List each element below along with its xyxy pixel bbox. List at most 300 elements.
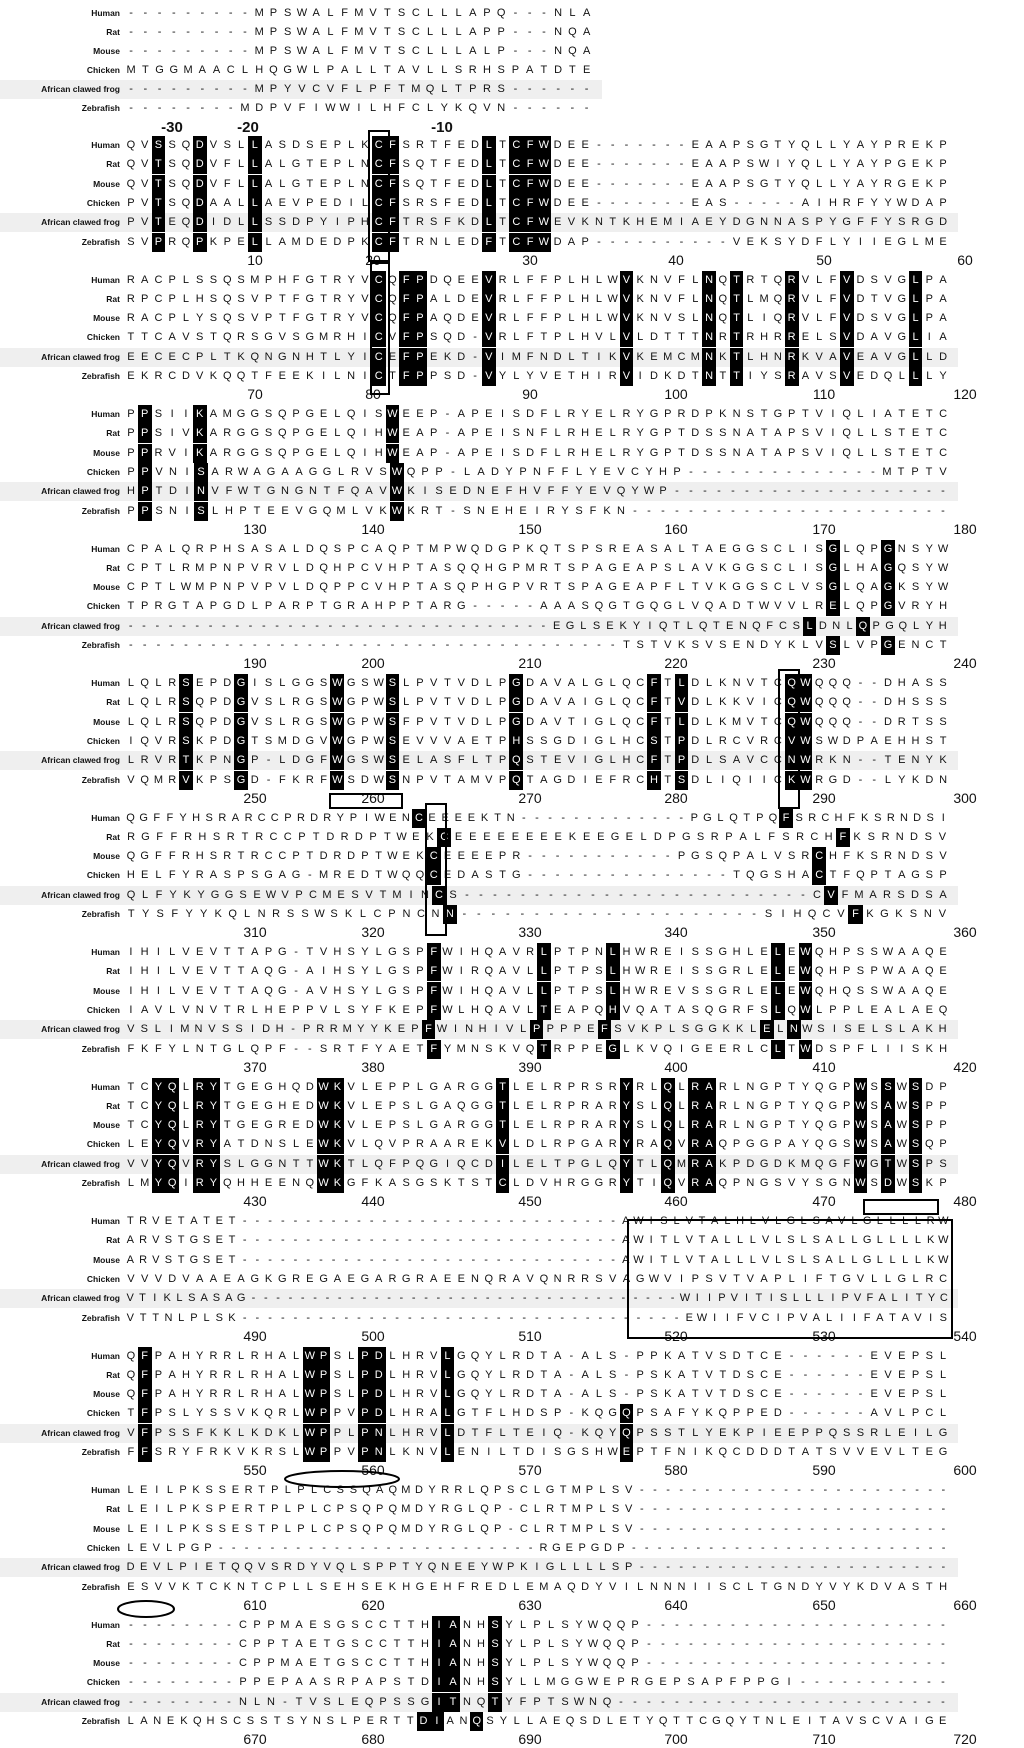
species-label: Mouse — [93, 46, 120, 56]
ruler-tick: 320 — [361, 924, 385, 941]
species-label: Zebrafish — [81, 505, 120, 516]
ruler-tick: 630 — [518, 1596, 542, 1613]
species-label: Zebrafish — [81, 103, 120, 113]
alignment-row — [0, 674, 958, 693]
ruler-tick: 590 — [812, 1462, 836, 1479]
species-label: Human — [91, 8, 120, 18]
alignment-row — [0, 771, 958, 790]
alignment-row — [0, 155, 958, 174]
alignment-row — [0, 444, 958, 463]
alignment-row — [0, 194, 958, 213]
sequence: L A N E K Q H S C S S T S Y N S L P E R T T D I A N Q S Y L L A E Q S D L E T Y Q T T C G Q Y T N L E I T A V S C V A I G E — [124, 1712, 950, 1731]
alignment-row — [0, 1040, 958, 1059]
alignment-row — [0, 1212, 958, 1231]
alignment-row — [0, 1020, 958, 1039]
sequence: P P R V I K A R G G S Q P G E L Q I H W E A P - A P E I S D F L R H E L R Y G P T D S S N A T A P S V I Q L L S T E T C — [124, 444, 950, 463]
alignment-row — [0, 1578, 958, 1597]
alignment-row — [0, 502, 958, 521]
ruler-tick: 670 — [243, 1731, 267, 1748]
sequence: H E L F Y R A S P S G A G - M R E D T W Q Q C E D A S T G - - - - - - - - - - - - - - - T Q G S H A C T F Q P T A G S P — [124, 866, 950, 885]
alignment-row — [0, 1174, 958, 1193]
position-ruler — [0, 1327, 1024, 1345]
alignment-row — [0, 905, 958, 924]
ruler-tick: 410 — [812, 1058, 836, 1075]
species-label: Rat — [106, 27, 120, 37]
sequence: I A V L V N V T R L H E P P V L S Y F K E P F W L H Q A V L T E A P Q H V Q A T A S Q G R F S L Q W L P P L E A L A E Q — [124, 1001, 950, 1020]
ruler-tick: 50 — [816, 251, 832, 268]
sequence: T F P S L Y S S V K Q R L W P P V P D L H R A L G T F L H D S P - K Q G Q P S A F Y K Q P P E D - - - - - - A V L P C L — [124, 1404, 950, 1423]
sequence: F K F Y L N T G L Q P F - - S R T F Y A E T F Y M N S K V Q T R P P E G L K V Q I G E E R L C L T W D S P F L I I S K H — [124, 1040, 950, 1059]
sequence: V Q M R V K P S G D - F K R F W S D W S N P V T A M V P Q T A G D I E F R C H T S D L I Q I I C K W R G D - - L Y K D N — [124, 771, 950, 790]
sequence: C P T L W M P N P V P V L D Q P P C V H P T A S Q P H G P V R T S P A G E A P F L T V K G G S C L V S G L Q A G K S Y W — [124, 578, 950, 597]
sequence: I H I L V E V T T A Q G - A I H S Y L G S P F W I R Q A V L L P T P S L H W R E I S S G R L E L E W Q H P S P W A A Q E — [124, 962, 950, 981]
sequence: V V V D V A A E A G K G R E G A E G A R G R A E E N Q R A V Q N R R S V A G W V I P S V T V A P L I F T G V L L G L R C — [127, 1272, 948, 1285]
sequence: I H I L V E V T T A P G - T V H S Y L G S P F W I H Q A V R L P T P N L H W R E I S S G H L E L E W Q H P S S W A A Q E — [124, 943, 950, 962]
species-label: Mouse — [93, 716, 120, 727]
sequence: S V P R Q P K P E L L A M D E D P K C F T R N L E D F T C F W D A P - - - - - - - - - - V E K S Y D F L Y I I E G L M E — [124, 233, 950, 252]
species-label: Rat — [106, 159, 120, 170]
species-label: African clawed frog — [41, 84, 120, 94]
alignment-row — [0, 1366, 958, 1385]
sequence: F F S R Y F R K V K R S L W P P V P N L K N V L E N I L T D I S G S H W E P T F N I K Q C D D D T A T S V V E V L T E G — [124, 1443, 950, 1462]
ruler-tick: 580 — [664, 1462, 688, 1479]
sequence: L E I L P K S S E R T P L P L C S S Q A Q M D Y R R L Q P S C L G T M P L S V - - - - - - - - - - - - - - - - - - - - - - - - — [127, 1484, 946, 1496]
species-label: Human — [91, 1216, 120, 1226]
sequence: P P S I V K A R G G S Q P G E L Q I H W E A P - A P E I S N F L R H E L R Y G P T D S S N A T A P S V I Q L L S T E T C — [124, 424, 950, 443]
ruler-tick: 190 — [243, 655, 267, 672]
sequence: P V T S Q D A A L L A E V P E D I L C F S R S F E D L T C F W D E E - - - - - - - E A S - - - - - A I H R F Y Y W D A P — [124, 194, 950, 213]
sequence: T R V E T A T E T - - - - - - - - - - - - - - - - - - - - - - - - - - - - - - A W I S L V T A L H L V L G L S A V L G L L L L R W — [126, 1215, 949, 1227]
ruler-tick: 510 — [518, 1327, 542, 1344]
sequence: - - - - - - - - - - - - - - - - - - - - - - - - - - - - - - - - E G L S E K Y I Q T L Q T E N Q F C S L D N L Q P G Q L Y H — [124, 617, 950, 636]
alignment-row — [0, 1424, 958, 1443]
sequence: - - - - - - - - P P E P A A S R P A P S T D I A N H S Y L L M G G W E P R G E P S A P F P P G I - - - - - - - - - - - — [124, 1673, 950, 1692]
species-label: Chicken — [86, 1273, 120, 1284]
species-label: Mouse — [93, 1389, 120, 1400]
ruler-tick: 570 — [518, 1462, 542, 1479]
sequence: P P S I I K A M G G S Q P G E L Q I S W E E P - A P E I S D F L R Y E L R Y G P R D P K N S T G P T V I Q L I A T E T C — [124, 405, 950, 424]
species-label: Mouse — [93, 1254, 120, 1265]
alignment-row — [0, 482, 958, 501]
sequence: R A C P L S S Q S M P H F G T R Y V C Q F P D Q E E V R L F F P L H L W V K N V F L N Q T R T Q R V L F V D S V G L P A — [124, 271, 950, 290]
sequence: A R V S T G S E T - - - - - - - - - - - - - - - - - - - - - - - - - - - - - - A W I T L V T A L L L V L S L S A L L G L L L L K W — [126, 1253, 949, 1266]
ruler-tick: 710 — [812, 1731, 836, 1748]
species-label: African clawed frog — [41, 755, 120, 766]
species-label: African clawed frog — [41, 620, 120, 631]
sequence: D E V L P I E T Q Q V S R D Y V Q L S P P T Y Q N E E Y W P K I G L L L L S P - - - - - - - - - - - - - - - - - - - - - - - - — [126, 1561, 946, 1574]
alignment-row — [0, 617, 958, 636]
alignment-row — [0, 1270, 958, 1289]
ruler-tick: 40 — [668, 251, 684, 268]
species-label: Mouse — [93, 851, 120, 862]
alignment-row — [0, 636, 958, 655]
sequence: L E I L P K S P E R T P L P L C P S Q P Q M D Y R G L Q P - C L R T M P L S V - - - - - - - - - - - - - - - - - - - - - - - - — [127, 1503, 946, 1516]
species-label: Mouse — [93, 1523, 120, 1534]
species-label: Zebrafish — [81, 1581, 120, 1592]
ruler-tick: 490 — [243, 1327, 267, 1344]
alignment-row — [0, 1654, 958, 1673]
sequence: P P V N I S A R W A G A A G G L R V S W Q P P - L A D Y P N F F L Y E V C Y H P - - - - - - - - - - - - - - M T P T V — [124, 463, 950, 482]
species-label: Human — [91, 812, 120, 823]
species-label: Chicken — [86, 1408, 120, 1419]
sequence: L Q L R S E P D G I S L G G S W G S W S L P V T V D L P G D A V A L G L Q C F T L D L K N V T C Q W Q Q Q - - D H A S S — [124, 674, 950, 693]
sequence: Q G F F Y H S R A R C C P R D R Y P I W E N C E E E E K T N - - - - - - - - - - - - - P G L Q T P Q F S R C H F K S R N D S I — [124, 809, 950, 828]
sequence: V T T N L P L S K - - - - - - - - - - - - - - - - - - - - - - - - - - - - - - - - - - - E W I I F V C I P V A L I I F A T A V I S — [126, 1311, 948, 1324]
ruler-tick: 430 — [243, 1193, 267, 1210]
sequence: P V T E Q D I D L L S S D P Y I P H C F T R S F K D L T C F W E V K N T K H E M I A E Y D G N N A S P Y G F F Y S R G D — [124, 213, 950, 232]
sequence: V S L I M N V S S I D H - P R R M Y Y K E P F W I N H I V L P P P P E F S V K P L S G G K K L E L N W S I S E L S L A K H — [124, 1020, 950, 1039]
ruler-tick: 10 — [247, 251, 263, 268]
alignment-row — [0, 540, 958, 559]
sequence: L E I L P K S S E S T P L P L C P S Q P Q M D Y R G L Q P - C L R T M P L S V - - - - - - - - - - - - - - - - - - - - - - - - — [127, 1522, 946, 1535]
ruler-tick: 280 — [664, 789, 688, 806]
species-label: Human — [91, 409, 120, 419]
sequence: R P C P L H S Q S V P T F G T R Y V C Q F P A L D E V R L F F P L H L W V K N V F L N Q T L M Q R V L F V D T V G L P A — [124, 290, 950, 309]
alignment-row — [0, 751, 958, 770]
sequence: Q G F F R H S R T R C C P T D R D P T W E K C E E E E P R - - - - - - - - - - - P G S Q P A L V S R C H F K S R N D S V — [124, 847, 950, 866]
sequence: R A C P L Y S Q S V P T F G T R Y V C Q F P A Q D E V R L F F P L H L W V K N V S L N Q T L I Q R V L F V D S V G L P A — [124, 309, 950, 328]
species-label: Rat — [106, 1504, 120, 1515]
ruler-tick: 440 — [361, 1193, 385, 1210]
species-label: Zebrafish — [81, 236, 120, 247]
ruler-tick: 20 — [365, 251, 381, 268]
ruler-tick: 650 — [812, 1596, 836, 1613]
sequence: A R V S T G S E T - - - - - - - - - - - - - - - - - - - - - - - - - - - - - - A W I T L V T A L L L V L S L S A L L G L L L L K W — [126, 1234, 949, 1247]
species-label: Chicken — [86, 870, 120, 881]
alignment-row — [0, 1289, 958, 1308]
ruler-tick: 70 — [247, 386, 263, 403]
ruler-tick: 550 — [243, 1462, 267, 1479]
sequence: - - - - - - - - C P P T A E T G S C C T T H I A N H S Y L P L S Y W Q Q P - - - - - - - - - - - - - - - - - - - - - - — [124, 1635, 950, 1654]
alignment-row — [0, 348, 958, 367]
ruler-tick: 660 — [953, 1596, 977, 1613]
alignment-row — [0, 943, 958, 962]
sequence: Q F P A H Y R R L R H A L W P S L P D L H R V L G Q Y L R D T A - A L S - P S K A T V T D S C E - - - - - - E V E P S L — [124, 1366, 950, 1385]
ruler-tick: 80 — [365, 386, 381, 403]
alignment-row — [0, 1231, 958, 1250]
ruler-tick: 400 — [664, 1058, 688, 1075]
ruler-tick: 260 — [361, 789, 385, 806]
sequence: - - - - - - - - N L N - T V S L E Q P S S G I T N Q T Y F P T S W N Q - - - - - - - - - - - - - - - - - - - - - - - - — [124, 1693, 950, 1712]
ruler-tick: 480 — [953, 1193, 977, 1210]
sequence: - - - - - - - - C P P M A E S G S C C T T H I A N H S Y L P L S Y W Q Q P - - - - - - - - - - - - - - - - - - - - - - — [124, 1616, 950, 1635]
ruler-tick: 460 — [664, 1193, 688, 1210]
sequence: Q V S S Q D V S L L A S D S E P L K C F S R T F E D L T C F W D E E - - - - - - - E A A P S G T Y Q L L Y A Y P R E K P — [124, 136, 950, 155]
ruler-tick: 690 — [518, 1731, 542, 1748]
species-label: Chicken — [86, 197, 120, 208]
species-label: Human — [91, 1081, 120, 1092]
ruler-tick: -10 — [431, 119, 453, 136]
position-ruler — [0, 119, 600, 137]
ruler-tick: 140 — [361, 520, 385, 537]
species-label: Mouse — [93, 582, 120, 593]
sequence: T C Y Q L R Y T G E G H E D W K V L E P S L G A Q G G T L E L R P R A R Y S L Q L R A R L N G P T Y Q G P W S A W S P P — [124, 1097, 950, 1116]
ruler-tick: 520 — [664, 1327, 688, 1344]
ruler-tick: 60 — [957, 251, 973, 268]
ruler-tick: 250 — [243, 789, 267, 806]
alignment-row — [0, 271, 958, 290]
ruler-tick: 290 — [812, 789, 836, 806]
ruler-tick: 360 — [953, 924, 977, 941]
species-label: Zebrafish — [81, 1447, 120, 1457]
position-ruler — [0, 520, 1024, 538]
alignment-row — [0, 559, 958, 578]
ruler-tick: 560 — [361, 1462, 385, 1479]
ruler-tick: 160 — [664, 520, 688, 537]
sequence: V T I K L S A S A G - - - - - - - - - - - - - - - - - - - - - - - - - - - - - - - - - - - W I I P V I T I S L L L I P V F A L I T Y C — [126, 1292, 948, 1305]
species-label: Chicken — [86, 1677, 120, 1688]
position-ruler — [0, 385, 1024, 403]
species-label: Rat — [106, 1235, 120, 1246]
alignment-row — [0, 1135, 958, 1154]
alignment-row — [0, 80, 602, 99]
sequence: - - - - - - - - - M P S W A L F M V T S C L L L A P P - - - N Q A — [129, 26, 591, 38]
ruler-tick: -20 — [237, 119, 259, 136]
alignment-row — [0, 732, 958, 751]
species-label: Human — [91, 678, 120, 688]
ruler-tick: 180 — [953, 520, 977, 537]
species-label: African clawed frog — [41, 889, 120, 900]
species-label: African clawed frog — [41, 351, 120, 362]
species-label: Chicken — [86, 1004, 120, 1015]
species-label: Rat — [106, 831, 120, 842]
ruler-tick: 530 — [812, 1327, 836, 1344]
position-ruler — [0, 1192, 1024, 1210]
sequence: P P S N I S L H P T E E V G Q M L V K W K R T - S N E H E I R Y S F K N - - - - - - - - - - - - - - - - - - - - - - - — [124, 502, 950, 521]
ruler-tick: 330 — [518, 924, 542, 941]
alignment-row — [0, 1001, 958, 1020]
position-ruler — [0, 251, 1024, 269]
alignment-row — [0, 1385, 958, 1404]
ruler-tick: 370 — [243, 1058, 267, 1075]
ruler-tick: 30 — [522, 251, 538, 268]
species-label: Mouse — [93, 1658, 120, 1669]
ruler-tick: 720 — [953, 1731, 977, 1748]
alignment-row — [0, 1635, 958, 1654]
sequence: Q L F Y K Y G G S E W V P C M E S V T M I N C S - - - - - - - - - - - - - - - - - - - - - - - - - C V F M A R S D S A — [124, 886, 950, 905]
sequence: L M Y Q I R Y Q H H E E N Q W K G F K A S G S K T S T C L D V H R G G R Y T I Q V R A Q P N G S V Y S G N W S D W S K P — [124, 1174, 950, 1193]
alignment-row — [0, 1347, 958, 1366]
alignment-row — [0, 828, 958, 847]
species-label: African clawed frog — [41, 1293, 120, 1304]
alignment-row — [0, 290, 958, 309]
sequence: V V Y Q V R Y S L G G N T T W K T L Q F P Q G I Q C D I L E L T P G L Q Y T L Q M R A K P D G D K M Q G F W G T W S P S — [124, 1155, 950, 1174]
alignment-row — [0, 61, 602, 80]
ruler-tick: 200 — [361, 655, 385, 672]
alignment-row — [0, 213, 958, 232]
alignment-row — [0, 1500, 958, 1519]
ruler-tick: 130 — [243, 520, 267, 537]
sequence: Q F P A H Y R R L R H A L W P S L P D L H R V L G Q Y L R D T A - A L S - P S K A T V T D S C E - - - - - - E V E P S L — [124, 1385, 950, 1404]
ruler-tick: 90 — [522, 386, 538, 403]
species-label: African clawed frog — [41, 1024, 120, 1035]
sequence: T T C A V S T Q R S G V S G M R H I C V F P S Q D - V R L F T P L H V L V L D T T T N R T R H R R E L S V D A V G L I A — [124, 328, 950, 347]
species-label: Chicken — [86, 1139, 120, 1150]
ruler-tick: 680 — [361, 1731, 385, 1748]
sequence: C P A L Q R P H S A S A L D Q S P C A Q P T M P W Q D G P K Q T S P S R E A S A L T A E G G S C L I S G L Q P G N S Y W — [124, 540, 950, 559]
alignment-row — [0, 99, 602, 118]
sequence: E S V V K T C K N T C P L L S E H S E K H G E H F R E D L E M A Q D Y V I L N N N I I S C L T G N D Y V Y K D V A S T H — [127, 1580, 948, 1593]
species-label: Chicken — [86, 601, 120, 612]
alignment-row — [0, 1539, 958, 1558]
ruler-tick: 350 — [812, 924, 836, 941]
ruler-tick: -30 — [161, 119, 183, 136]
sequence: Q F P A H Y R R L R H A L W P S L P D L H R V L G Q Y L R D T A - A L S - P P K A T V S D T C E - - - - - - E V E P S L — [124, 1347, 950, 1366]
ruler-tick: 700 — [664, 1731, 688, 1748]
sequence: V F P S S F K K L K D K L W P P L P N L H R V L D T F L T E I Q - K Q Y Q P S S T L Y E K P I E E P P Q S S R L E I L G — [124, 1424, 950, 1443]
alignment-row — [0, 962, 958, 981]
ruler-tick: 380 — [361, 1058, 385, 1075]
ruler-tick: 500 — [361, 1327, 385, 1344]
species-label: Rat — [106, 1638, 120, 1649]
ruler-tick: 310 — [243, 924, 267, 941]
alignment-row — [0, 693, 958, 712]
alignment-row — [0, 367, 958, 386]
alignment-row — [0, 1558, 958, 1577]
sequence: L R V R T K P N G P - L D G F W G S W S E L A S F L T P Q S T E V I G L H C F T P D L S A V C C N W R K N - - T E N Y K — [124, 751, 950, 770]
alignment-row — [0, 309, 958, 328]
sequence: C P T L R M P N P V R V L D Q H P C V H P T A S Q Q H G P M R T S P A G E A P S L A V K G G S C L I S G L H A G Q S Y W — [124, 559, 950, 578]
alignment-row — [0, 4, 602, 23]
position-ruler — [0, 1461, 1024, 1479]
species-label: Human — [91, 1350, 120, 1361]
sequence: I H I L V E V T T A Q G - A V H S Y L G S P F W I H Q A V L L P T P S L H W R E V S S G R L E L E W Q H Q S S W A A Q E — [124, 982, 950, 1001]
species-label: Rat — [106, 697, 120, 708]
alignment-row — [0, 866, 958, 885]
species-label: African clawed frog — [41, 1696, 120, 1707]
species-label: Zebrafish — [81, 1716, 120, 1726]
sequence: L E V L P G P - - - - - - - - - - - - - - - - - - - - - - - - - R G E P G D P - - - - - - - - - - - - - - - - - - - - - - - - - — [127, 1541, 946, 1554]
alignment-row — [0, 136, 958, 155]
species-label: Zebrafish — [81, 1312, 120, 1323]
ruler-tick: 620 — [361, 1596, 385, 1613]
alignment-row — [0, 42, 602, 61]
ruler-tick: 390 — [518, 1058, 542, 1075]
sequence: - - - - - - - - - M P Y V C V F L P F T M Q L T P R S - - - - - - — [129, 83, 589, 95]
species-label: Zebrafish — [81, 371, 120, 381]
ruler-tick: 300 — [953, 789, 977, 806]
alignment-row — [0, 847, 958, 866]
ruler-tick: 210 — [518, 655, 542, 672]
species-label: Human — [91, 274, 120, 285]
sequence: L E Y Q V R Y A T D N S L E W K V L Q V P R A A R E K V L D L R P G A R Y R A Q V R A Q P G G P A Y Q G S W S A W S Q P — [124, 1135, 950, 1154]
ruler-tick: 450 — [518, 1193, 542, 1210]
position-ruler — [0, 1596, 1024, 1614]
species-label: Mouse — [93, 178, 120, 189]
alignment-row — [0, 1481, 958, 1500]
ruler-tick: 540 — [953, 1327, 977, 1344]
ruler-tick: 640 — [664, 1596, 688, 1613]
sequence: T Y S F Y Y K Q L N R S S W S K L C P N C N N - - - - - - - - - - - - - - - - - - - - - S I H Q C V F K G K S N V — [124, 905, 950, 924]
species-label: Mouse — [93, 1120, 120, 1131]
ruler-tick: 100 — [664, 386, 688, 403]
species-label: African clawed frog — [41, 217, 120, 228]
sequence: R G F F R H S R T R C C P T D R D P T W E K C E E E E E E E E K E E G E L D P G S R P A L F S R C H F K S R N D S V — [124, 828, 950, 847]
species-label: Rat — [106, 1369, 120, 1380]
alignment-row — [0, 328, 958, 347]
ruler-tick: 240 — [953, 655, 977, 672]
species-label: Zebrafish — [81, 1178, 120, 1188]
alignment-row — [0, 597, 958, 616]
position-ruler — [0, 789, 1024, 807]
species-label: Chicken — [86, 65, 120, 75]
species-label: Chicken — [86, 332, 120, 343]
species-label: Human — [91, 947, 120, 957]
species-label: Human — [91, 543, 120, 554]
species-label: Chicken — [86, 466, 120, 477]
species-label: Zebrafish — [81, 1043, 120, 1054]
alignment-row — [0, 1712, 958, 1731]
species-label: Zebrafish — [81, 640, 120, 650]
position-ruler — [0, 1058, 1024, 1076]
alignment-row — [0, 578, 958, 597]
species-label: Mouse — [93, 447, 120, 458]
ruler-tick: 470 — [812, 1193, 836, 1210]
alignment-row — [0, 424, 958, 443]
alignment-row — [0, 1616, 958, 1635]
sequence: E K R C D V K Q Q T F E E K I L N I C T F P P S D - V Y L Y V E T H I R V I D K D T N T T I Y S R A V S V E D Q L L L Y — [124, 367, 950, 386]
sequence: I Q V R S K P D G T S M D G V W G P W S E V V V A E T P H S S G D I G L H C S T P D L R C V R C V W S W D P A E H H S T — [124, 732, 950, 751]
sequence: - - - - - - - - - - - - - - - - - - - - - - - - - - - - - - - - - - - - T S T V K S V S E N D Y K L V S L V P G E N C T — [124, 636, 950, 655]
species-label: Zebrafish — [81, 909, 120, 919]
position-ruler — [0, 1730, 1024, 1748]
ruler-tick: 340 — [664, 924, 688, 941]
sequence: - - - - - - - - - M P S W A L F M V T S C L L L A L P - - - N Q A — [129, 45, 591, 57]
species-label: Mouse — [93, 985, 120, 996]
alignment-row — [0, 1404, 958, 1423]
species-label: Human — [91, 140, 120, 150]
sequence: H P T D I N V F W T G N G N T F Q A V W K I S E D N E F H V F F Y E V Q Y W P - - - - - - - - - - - - - - - - - - - - — [124, 482, 950, 501]
alignment-row — [0, 463, 958, 482]
alignment-row — [0, 175, 958, 194]
sequence: Q V T S Q D V F L L A L G T E P L N C F S Q T F E D L T C F W D E E - - - - - - - E A A P S W I Y Q L L Y A Y P G E K P — [124, 155, 950, 174]
species-label: Rat — [106, 562, 120, 573]
alignment-row — [0, 1097, 958, 1116]
ruler-tick: 600 — [953, 1462, 977, 1479]
sequence: L Q L R S Q P D G V S L R G S W G P W S L P V T V D L P G D A V A I G L Q C F T V D L K K V I C Q W Q Q Q - - D H S S S — [124, 693, 950, 712]
alignment-row — [0, 1116, 958, 1135]
species-label: Human — [91, 1619, 120, 1630]
species-label: Rat — [106, 293, 120, 304]
species-label: Rat — [106, 966, 120, 977]
alignment-row — [0, 1520, 958, 1539]
ruler-tick: 420 — [953, 1058, 977, 1075]
position-ruler — [0, 923, 1024, 941]
ruler-tick: 610 — [243, 1596, 267, 1613]
sequence: - - - - - - - - M D P V F I W W I L H F C L Y K Q V N - - - - - - — [129, 102, 589, 114]
species-label: African clawed frog — [41, 1562, 120, 1573]
species-label: Mouse — [93, 313, 120, 324]
position-ruler — [0, 654, 1024, 672]
sequence: E E C E C P L T K Q N G N H T L Y I C E F P E K D - V I M F N D L T I K V K E M C M N K T L H N R K V A V E A V G L L D — [124, 348, 950, 367]
alignment-row — [0, 1155, 958, 1174]
species-label: Chicken — [86, 1542, 120, 1553]
species-label: African clawed frog — [41, 1427, 120, 1438]
sequence: - - - - - - - - C P P M A E T G S C C T T H I A N H S Y L P L S Y W Q Q P - - - - - - - - - - - - - - - - - - - - - - — [124, 1654, 950, 1673]
ruler-tick: 170 — [812, 520, 836, 537]
ruler-tick: 230 — [812, 655, 836, 672]
sequence: T C Y Q L R Y T G E G R E D W K V L E P S L G A R G G T L E L R P R A R Y S L Q L R A R L N G P T Y Q G P W S A W S P P — [124, 1116, 950, 1135]
alignment-row — [0, 1251, 958, 1270]
ruler-tick: 120 — [953, 386, 977, 403]
sequence: - - - - - - - - - M P S W A L F M V T S C L L L A P Q - - - N L A — [129, 7, 591, 19]
species-label: Rat — [106, 1100, 120, 1111]
sequence: M T G G M A A C L H Q G W L P A L L T A V L L S R H S P A T D T E — [126, 64, 591, 76]
alignment-row — [0, 233, 958, 252]
alignment-row — [0, 1443, 958, 1462]
alignment-row — [0, 982, 958, 1001]
alignment-row — [0, 23, 602, 42]
